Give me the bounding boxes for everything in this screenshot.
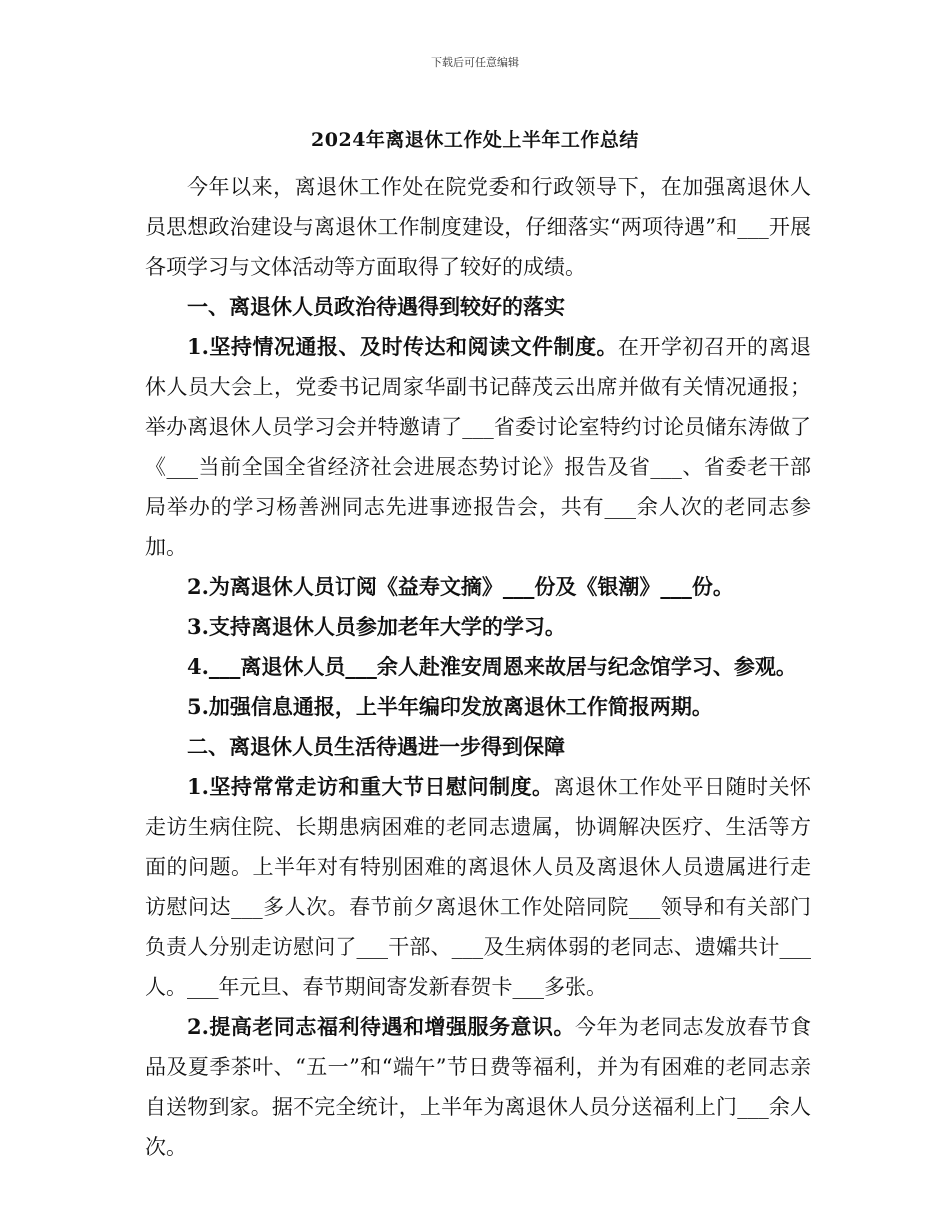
section1-item5: 5.加强信息通报，上半年编印发放离退休工作简报两期。	[187, 694, 713, 719]
section1-item1	[145, 327, 811, 567]
section2-item2	[145, 1007, 811, 1167]
section1-item2: 2.为离退休人员订阅《益寿文摘》___份及《银潮》___份。	[187, 574, 734, 599]
section2-heading: 二、离退休人员生活待遇进一步得到保障	[187, 734, 565, 759]
section1-heading: 一、离退休人员政治待遇得到较好的落实	[187, 294, 565, 319]
section2-item1-text: 离退休工作处平日随时关怀走访生病住院、长期患病困难的老同志遗属，协调解决医疗、生活等方面的问题。上半年对有特别困难的离退休人员及离退休人员遗属进行走访慰问达___多人次。春节前夕离退休工作处陪同院___领导和有关部门负责人分别走访慰问了___干部、___及生病体弱的老同志、遗孀共计___人。___年元旦、春节期间寄发新春贺卡___多张。	[145, 775, 811, 999]
section1-item4: 4.___离退休人员___余人赴淮安周恩来故居与纪念馆学习、参观。	[187, 654, 797, 679]
section2-item2-text: 今年为老同志发放春节食品及夏季茶叶、“五一”和“端午”节日费等福利，并为有困难的老同志亲自送物到家。据不完全统计，上半年为离退休人员分送福利上门___余人次。	[145, 1015, 812, 1159]
document-title: 2024年离退休工作处上半年工作总结	[311, 129, 639, 151]
section1-item1-lead: 1.坚持情况通报、及时传达和阅读文件制度。	[187, 334, 618, 359]
section1-item3: 3.支持离退休人员参加老年大学的学习。	[187, 614, 566, 639]
section2-item1	[145, 767, 811, 1007]
document-body	[145, 167, 811, 1167]
intro-paragraph: 今年以来，离退休工作处在院党委和行政领导下，在加强离退休人员思想政治建设与离退休工作制度建设，仔细落实“两项待遇”和___开展各项学习与文体活动等方面取得了较好的成绩。	[145, 175, 811, 279]
section2-item2-lead: 2.提高老同志福利待遇和增强服务意识。	[187, 1014, 575, 1039]
section2-item1-lead: 1.坚持常常走访和重大节日慰问制度。	[187, 774, 554, 799]
section1-item1-text: 在开学初召开的离退休人员大会上，党委书记周家华副书记薛茂云出席并做有关情况通报；举办离退休人员学习会并特邀请了___省委讨论室特约讨论员储东涛做了《___当前全国全省经济社会进展态势讨论》报告及省___、省委老干部局举办的学习杨善洲同志先进事迹报告会，共有___余人次的老同志参加。	[145, 335, 812, 559]
header-note: 下载后可任意编辑	[431, 56, 519, 69]
